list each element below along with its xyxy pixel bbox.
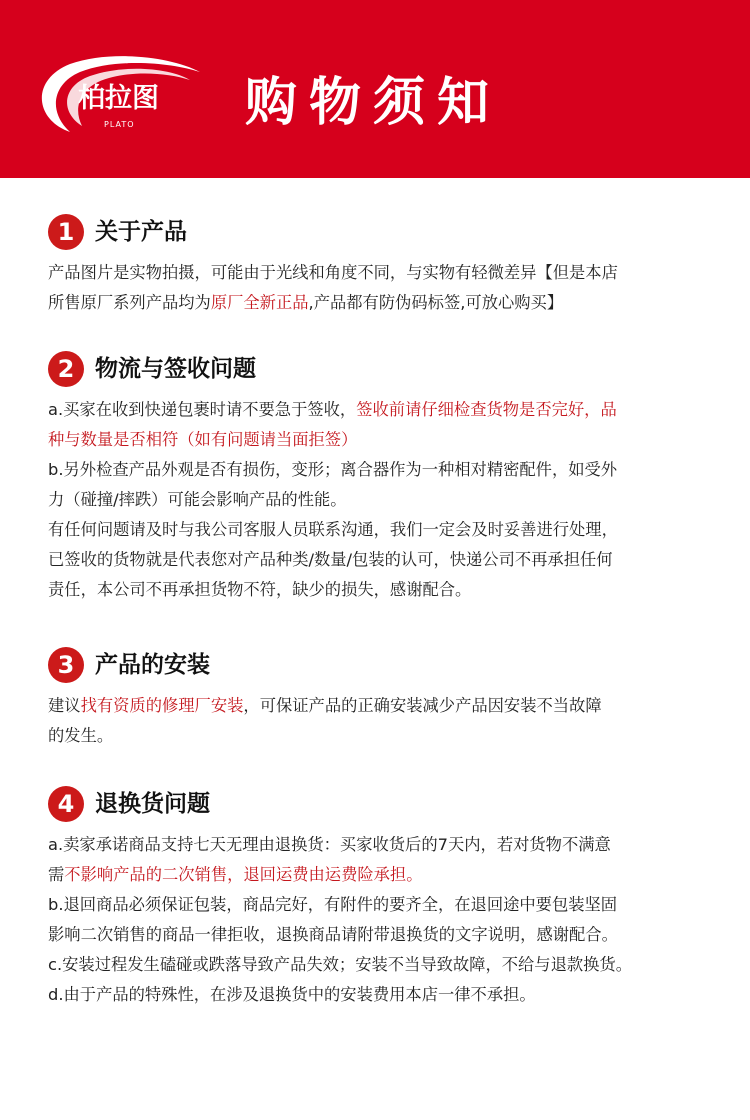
body-line: a.买家在收到快递包裹时请不要急于签收，签收前请仔细检查货物是否完好，品 [48,400,617,419]
body-line: 力（碰撞/摔跌）可能会影响产品的性能。 [48,490,347,509]
highlight-text: 签收前请仔细检查货物是否完好，品 [356,400,617,419]
header-banner [0,0,750,178]
section-heading [48,351,728,387]
highlight-text: 种与数量是否相符（如有问题请当面拒签） [48,430,358,449]
section-body [48,830,728,1010]
section-installation [48,647,728,751]
section-number-badge: 2 [48,351,84,387]
section-about-product [48,214,728,318]
brand-logo [30,50,210,140]
body-line: 需不影响产品的二次销售，退回运费由运费险承担。 [48,865,423,884]
section-number-badge: 1 [48,214,84,250]
section-number-badge: 4 [48,786,84,822]
section-title: 产品的安装 [95,652,210,678]
section-body [48,691,728,751]
section-heading [48,647,728,683]
body-line: 建议找有资质的修理厂安装，可保证产品的正确安装减少产品因安装不当故障 [48,696,602,715]
section-heading [48,786,728,822]
section-body [48,258,728,318]
highlight-text: 原厂全新正品 [210,293,309,312]
section-title: 关于产品 [95,219,187,245]
brand-name: 柏拉图 [78,83,159,114]
body-line: b.退回商品必须保证包装，商品完好，有附件的要齐全，在退回途中要包装坚固 [48,895,618,914]
brand-subtitle: PLATO [104,120,135,129]
section-title: 退换货问题 [95,791,210,817]
highlight-text: 找有资质的修理厂安装 [80,696,244,715]
body-line: d.由于产品的特殊性，在涉及退换货中的安装费用本店一律不承担。 [48,985,536,1004]
body-line: 影响二次销售的商品一律拒收，退换商品请附带退换货的文字说明，感谢配合。 [48,925,618,944]
page-title: 购物须知 [245,73,502,133]
body-line: c.安装过程发生磕碰或跌落导致产品失效；安装不当导致故障，不给与退款换货。 [48,955,632,974]
body-line: 所售原厂系列产品均为原厂全新正品,产品都有防伪码标签,可放心购买】 [48,293,564,312]
section-returns [48,786,728,1010]
section-title: 物流与签收问题 [95,356,256,382]
body-line: b.另外检查产品外观是否有损伤，变形；离合器作为一种相对精密配件，如受外 [48,460,618,479]
body-line [48,425,728,455]
section-heading [48,214,728,250]
section-logistics [48,351,728,605]
body-line: 的发生。 [48,726,114,745]
section-body [48,395,728,605]
body-line: a.卖家承诺商品支持七天无理由退换货：买家收货后的7天内，若对货物不满意 [48,835,611,854]
body-line: 有任何问题请及时与我公司客服人员联系沟通，我们一定会及时妥善进行处理， [48,520,618,539]
body-line: 产品图片是实物拍摄，可能由于光线和角度不同，与实物有轻微差异【但是本店 [48,263,618,282]
body-line: 责任，本公司不再承担货物不符，缺少的损失，感谢配合。 [48,580,472,599]
body-line: 已签收的货物就是代表您对产品种类/数量/包装的认可，快递公司不再承担任何 [48,550,613,569]
section-number-badge: 3 [48,647,84,683]
highlight-text: 不影响产品的二次销售，退回运费由运费险承担。 [64,865,423,884]
